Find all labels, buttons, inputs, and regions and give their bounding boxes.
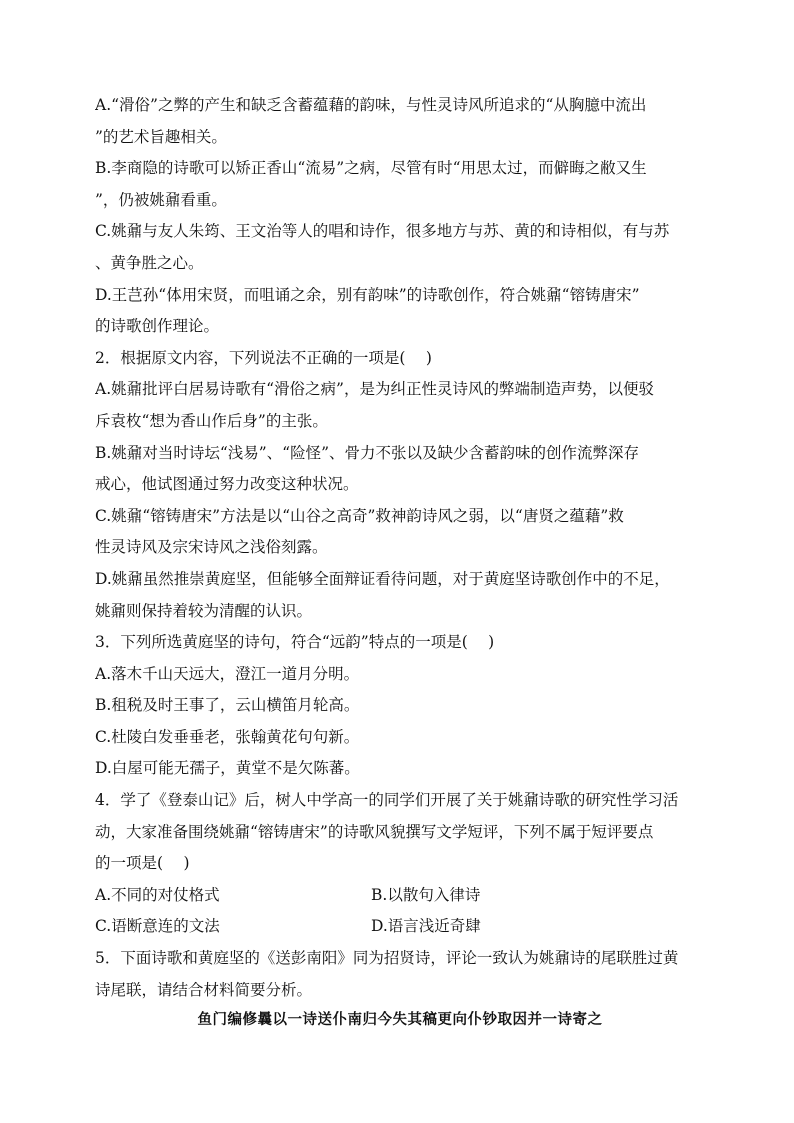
option-row bbox=[95, 880, 705, 912]
text-line-p4: 的诗歌创作理论。 bbox=[95, 317, 220, 336]
text-line-q4: 4．学了《登泰山记》后，树人中学高一的同学们开展了关于姚鼐诗歌的研究性学习活 bbox=[95, 791, 679, 810]
text-line-q2b: 戒心，他试图通过努力改变这种状况。 bbox=[95, 475, 359, 494]
text-line-p2: ”，仍被姚鼐看重。 bbox=[95, 190, 227, 209]
text-line-p3: 、黄争胜之心。 bbox=[95, 253, 204, 272]
text-line-p2: B.李商隐的诗歌可以矫正香山“流易”之病，尽管有时“用思太过，而僻晦之敝又生 bbox=[95, 159, 647, 178]
text-line-q2c: C.姚鼐“镕铸唐宋”方法是以“山谷之高奇”救神韵诗风之弱，以“唐贤之蕴藉”救 bbox=[95, 506, 624, 525]
text-line-q5: 5．下面诗歌和黄庭坚的《送彭南阳》同为招贤诗，评论一致认为姚鼐诗的尾联胜过黄 bbox=[95, 949, 679, 968]
text-line-q3d: D.白屋可能无孺子，黄堂不是欠陈蕃。 bbox=[95, 759, 360, 778]
option-item: B.以散句入律诗 bbox=[371, 885, 481, 904]
question-content bbox=[95, 90, 705, 1029]
text-line-q4: 动，大家准备围绕姚鼐“镕铸唐宋”的诗歌风貌撰写文学短评，下列不属于短评要点 bbox=[95, 822, 654, 841]
text-line-q2: 2．根据原文内容，下列说法不正确的一项是( ) bbox=[95, 348, 432, 367]
option-row bbox=[95, 911, 705, 943]
text-line-q3b: B.租税及时王事了，云山横笛月轮高。 bbox=[95, 696, 360, 715]
text-line-q2d: D.姚鼐虽然推崇黄庭坚，但能够全面辩证看待问题，对于黄庭坚诗歌创作中的不足， bbox=[95, 569, 670, 588]
option-item: D.语言浅近奇肆 bbox=[371, 917, 481, 936]
text-line-q2a: A.姚鼐批评白居易诗歌有“滑俗之病”，是为纠正性灵诗风的弊端制造声势，以便驳 bbox=[95, 380, 654, 399]
text-line-q3a: A.落木千山天远大，澄江一道月分明。 bbox=[95, 664, 360, 683]
text-line-p4: D.王芑孙“体用宋贤，而咀诵之余，别有韵味”的诗歌创作，符合姚鼐“镕铸唐宋” bbox=[95, 285, 640, 304]
text-line-q2c: 性灵诗风及宗宋诗风之浅俗刻露。 bbox=[95, 538, 328, 557]
text-line-p1: A.“滑俗”之弊的产生和缺乏含蓄蕴藉的韵味，与性灵诗风所追求的“从胸臆中流出 bbox=[95, 96, 647, 114]
option-item: C.语断意连的文法 bbox=[95, 917, 220, 936]
text-line-q3c: C.杜陵白发垂垂老，张翰黄花句句新。 bbox=[95, 727, 360, 746]
text-line-q3: 3．下列所选黄庭坚的诗句，符合“远韵”特点的一项是( ) bbox=[95, 633, 495, 652]
text-line-q2b: B.姚鼐对当时诗坛“浅易”、“险怪”、骨力不张以及缺少含蓄韵味的创作流弊深存 bbox=[95, 443, 640, 462]
text-line-q2d: 姚鼐则保持着较为清醒的认识。 bbox=[95, 601, 313, 620]
text-line-q2a: 斥袁枚“想为香山作后身”的主张。 bbox=[95, 411, 328, 430]
text-line-q5: 诗尾联，请结合材料简要分析。 bbox=[95, 980, 313, 999]
text-line-p3: C.姚鼐与友人朱筠、王文治等人的唱和诗作，很多地方与苏、黄的和诗相似，有与苏 bbox=[95, 222, 670, 241]
poem-title: 鱼门编修曩以一诗送仆南归今失其稿更向仆钞取因并一诗寄之 bbox=[197, 1012, 603, 1029]
text-line-p1: ”的艺术旨趣相关。 bbox=[95, 127, 227, 146]
text-line-q4: 的一项是( ) bbox=[95, 854, 190, 873]
option-item: A.不同的对仗格式 bbox=[95, 885, 220, 904]
